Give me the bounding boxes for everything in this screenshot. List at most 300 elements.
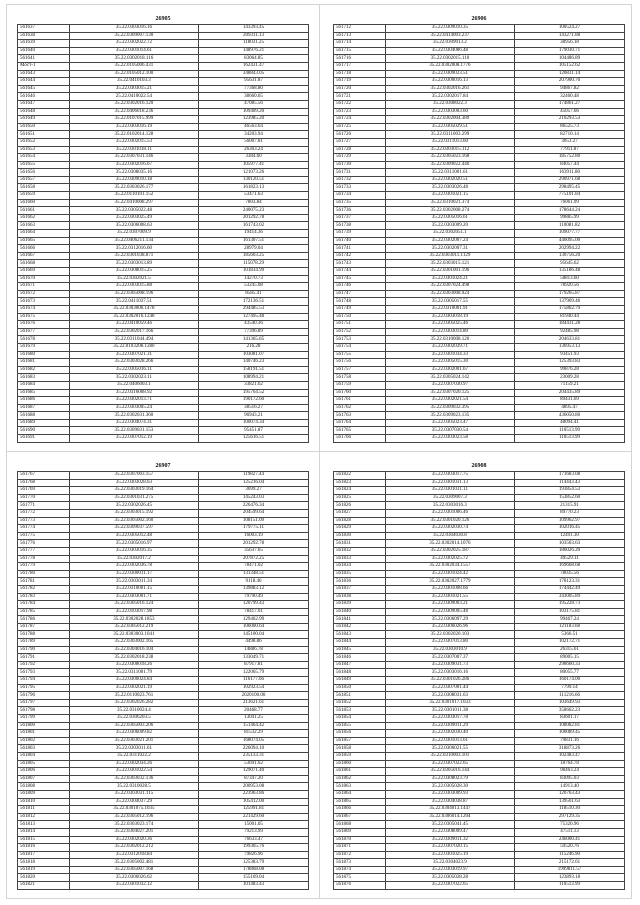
cadastral-number-cell: 35.22.0302014.1076 xyxy=(385,540,514,548)
table-row xyxy=(334,851,625,859)
cadastral-number-cell: 35.22.0301018.11 xyxy=(69,146,198,154)
value-cell: 215172.61 xyxy=(515,859,625,867)
cadastral-number-cell: 35.22.0302021.19 xyxy=(69,684,198,692)
horizontal-divider xyxy=(6,451,632,452)
table-row xyxy=(334,85,625,93)
cadastral-number-cell: 35.22.0302021.54 xyxy=(385,397,514,405)
value-cell: 109077.77 xyxy=(515,230,625,238)
row-number-cell: 561846 xyxy=(334,654,386,662)
value-cell: 209311.13 xyxy=(199,32,309,40)
table-row xyxy=(334,366,625,374)
cadastral-number-cell: 35.22.0301017.1033 xyxy=(385,699,514,707)
cadastral-number-cell: 35.22.0302025.187 xyxy=(385,547,514,555)
row-number-cell: 561844 xyxy=(334,639,386,647)
row-number-cell: 561686 xyxy=(18,397,70,405)
value-cell: 77911.87 xyxy=(515,146,625,154)
table-row xyxy=(18,601,309,609)
cadastral-number-cell: 35.22.0302017.2 xyxy=(69,555,198,563)
table-row xyxy=(334,669,625,677)
cadastral-number-cell: 35.22.0306203.5 xyxy=(69,715,198,723)
cadastral-number-cell: 35.22.0305015.30 xyxy=(385,359,514,367)
table-row xyxy=(334,517,625,525)
cadastral-number-cell: 35.22.0307022.65 xyxy=(385,760,514,768)
value-cell: 77368.80 xyxy=(199,85,309,93)
value-cell: 76633.47 xyxy=(199,836,309,844)
value-cell: 101483.43 xyxy=(199,882,309,890)
table-row xyxy=(334,608,625,616)
row-number-cell: 561863 xyxy=(334,783,386,791)
row-number-cell: 561763 xyxy=(334,412,386,420)
value-cell: 120763.43 xyxy=(515,790,625,798)
table-row xyxy=(334,677,625,685)
value-cell: 71159.21 xyxy=(515,381,625,389)
row-number-cell: 561776 xyxy=(18,540,70,548)
value-cell: 1999811.57 xyxy=(515,866,625,874)
row-number-cell: 561873 xyxy=(334,859,386,867)
cadastral-number-cell: 35.22.0301026.286 xyxy=(385,677,514,685)
row-number-cell: 561865 xyxy=(334,798,386,806)
cadastral-number-cell: 35.22.0311022.2 xyxy=(69,752,198,760)
cadastral-number-cell: 35.22.0303023.174 xyxy=(69,821,198,829)
row-number-cell: 561645 xyxy=(18,85,70,93)
row-number-cell: 561764 xyxy=(334,419,386,427)
value-cell: 53245.08 xyxy=(199,283,309,291)
cadastral-number-cell: 35.22.0307022.65 xyxy=(385,882,514,890)
value-cell: 118510.30 xyxy=(515,806,625,814)
row-number-cell: 561653 xyxy=(18,146,70,154)
table-row xyxy=(18,760,309,768)
row-number-cell: 561851 xyxy=(334,692,386,700)
row-number-cell: 561726 xyxy=(334,131,386,139)
row-number-cell: 561790 xyxy=(18,646,70,654)
table-row xyxy=(334,737,625,745)
table-row xyxy=(18,214,309,222)
value-cell: 298660.33 xyxy=(515,661,625,669)
value-cell: 78920.56 xyxy=(515,283,625,291)
cadastral-number-cell: 35.22.0310001.91 xyxy=(385,305,514,313)
table-row xyxy=(18,343,309,351)
row-number-cell: 561797 xyxy=(18,699,70,707)
row-number-cell: 561652 xyxy=(18,138,70,146)
table-row xyxy=(18,737,309,745)
value-cell: 45057.66 xyxy=(515,108,625,116)
cadastral-number-cell: 35.22.0307007.37 xyxy=(385,654,514,662)
row-number-cell: 561743 xyxy=(334,260,386,268)
table-row xyxy=(18,707,309,715)
cadastral-number-cell: 35.22.0309023.51 xyxy=(385,70,514,78)
value-cell: 102483.47 xyxy=(515,752,625,760)
cadastral-number-cell: 35.22.0302016.1248 xyxy=(69,313,198,321)
panel-title: 26907 xyxy=(155,463,171,469)
table-row xyxy=(334,790,625,798)
row-number-cell: 561768 xyxy=(18,479,70,487)
row-number-cell: 561731 xyxy=(334,169,386,177)
value-cell: 125393.83 xyxy=(515,359,625,367)
row-number-cell: 561767 xyxy=(18,472,70,480)
panel-top-right xyxy=(333,14,625,443)
value-cell: 110081.82 xyxy=(515,222,625,230)
row-number-cell: 561840 xyxy=(334,608,386,616)
row-number-cell: 561859 xyxy=(334,752,386,760)
cadastral-number-cell: 35.22.0410008.297 xyxy=(69,199,198,207)
row-number-cell: 561745 xyxy=(334,275,386,283)
row-number-cell: 561674 xyxy=(18,305,70,313)
table-row xyxy=(334,176,625,184)
value-cell: 185603.25 xyxy=(199,252,309,260)
value-cell: 100089.45 xyxy=(515,730,625,738)
row-number-cell: 561787 xyxy=(18,623,70,631)
cadastral-number-cell: 35.22.0302039.71 xyxy=(385,343,514,351)
value-cell: 163911.80 xyxy=(515,169,625,177)
value-cell: 79790.49 xyxy=(199,593,309,601)
cadastral-number-cell: 35.22.0310028.5 xyxy=(69,783,198,791)
value-cell: 129071.40 xyxy=(199,768,309,776)
row-number-cell: 561817 xyxy=(18,851,70,859)
row-number-cell: 561765 xyxy=(334,427,386,435)
value-cell: 168074.05 xyxy=(199,737,309,745)
cadastral-number-cell: 35.22.0302026.45 xyxy=(69,502,198,510)
table-row xyxy=(334,654,625,662)
table-row xyxy=(334,752,625,760)
row-number-cell: 561742 xyxy=(334,252,386,260)
row-number-cell: 561777 xyxy=(18,547,70,555)
cadastral-number-cell: 35.22.0406003.1 xyxy=(69,381,198,389)
value-cell: 46563.64 xyxy=(199,123,309,131)
cadastral-number-cell: 35.22.0304037.29 xyxy=(69,798,198,806)
cadastral-number-cell: 35.22.0303005.24 xyxy=(69,404,198,412)
cadastral-number-cell: 35.22.0307013.80 xyxy=(385,639,514,647)
table-row xyxy=(18,70,309,78)
value-cell: 106000.64 xyxy=(199,623,309,631)
value-cell: 89431.69 xyxy=(515,397,625,405)
cadastral-number-cell: 35.22.0305016.97 xyxy=(69,540,198,548)
cadastral-number-cell: 35.22.0305012.196 xyxy=(69,813,198,821)
value-cell: 184431.28 xyxy=(515,321,625,329)
value-cell: 298495.45 xyxy=(515,184,625,192)
table-row xyxy=(18,389,309,397)
table-row xyxy=(18,25,309,33)
table-row xyxy=(334,245,625,253)
value-cell: 95451.87 xyxy=(199,427,309,435)
value-cell: 155169.04 xyxy=(199,874,309,882)
cadastral-number-cell: 35.22.0107015.999 xyxy=(69,116,198,124)
cadastral-number-cell: 35.22.0302015.110 xyxy=(385,55,514,63)
cadastral-number-cell: 35.22.0303001.71 xyxy=(69,593,198,601)
row-number-cell: 561689 xyxy=(18,419,70,427)
row-number-cell: 561841 xyxy=(334,616,386,624)
cadastral-number-cell: 35.22.0305029.51 xyxy=(385,123,514,131)
row-number-cell: 561729 xyxy=(334,154,386,162)
row-number-cell: 561714 xyxy=(334,40,386,48)
cadastral-number-cell: 35.22.0307030.97 xyxy=(385,381,514,389)
value-cell: 775101.84 xyxy=(515,192,625,200)
cadastral-number-cell: 35.22.0306026.62 xyxy=(69,874,198,882)
cadastral-number-cell: 35.22.0303009.93 xyxy=(385,790,514,798)
value-cell: 38956.18 xyxy=(515,40,625,48)
row-number-cell: 561673 xyxy=(18,298,70,306)
cadastral-number-cell: 35.22.0303010.9 xyxy=(385,646,514,654)
cadastral-number-cell: 35.22.0301001.196 xyxy=(385,268,514,276)
value-cell: 83064.85 xyxy=(199,55,309,63)
value-cell: 179775.11 xyxy=(199,525,309,533)
value-cell: 78035.56 xyxy=(515,570,625,578)
row-number-cell: 561807 xyxy=(18,775,70,783)
cadastral-number-cell: 35.22.0110101.152 xyxy=(69,192,198,200)
value-cell: 111216.66 xyxy=(515,692,625,700)
table-row xyxy=(18,494,309,502)
table-row xyxy=(18,131,309,139)
row-number-cell: 561712 xyxy=(334,25,386,33)
value-cell: 58813.60 xyxy=(515,275,625,283)
value-cell: 80055.77 xyxy=(515,669,625,677)
table-row xyxy=(334,381,625,389)
value-cell: 174442.49 xyxy=(515,585,625,593)
row-number-cell: 561804 xyxy=(18,752,70,760)
table-row xyxy=(18,616,309,624)
value-cell: 21315.91 xyxy=(515,502,625,510)
table-row xyxy=(334,684,625,692)
row-number-cell: 561801 xyxy=(18,730,70,738)
value-cell: 99467.24 xyxy=(515,616,625,624)
table-row xyxy=(334,93,625,101)
table-row xyxy=(18,570,309,578)
value-cell: 81532.29 xyxy=(199,730,309,738)
row-number-cell: 561690 xyxy=(18,427,70,435)
row-number-cell: 561723 xyxy=(334,108,386,116)
value-cell: 38516.27 xyxy=(199,404,309,412)
table-row xyxy=(18,509,309,517)
table-row xyxy=(18,359,309,367)
row-number-cell: 561639 xyxy=(18,40,70,48)
table-row xyxy=(334,866,625,874)
value-cell: 114443.43 xyxy=(515,479,625,487)
value-cell: 143271.88 xyxy=(515,32,625,40)
value-cell: 133049.71 xyxy=(199,654,309,662)
table-row xyxy=(334,882,625,890)
cadastral-number-cell: 35.22.0311013.60 xyxy=(385,138,514,146)
row-number-cell: 561806 xyxy=(18,768,70,776)
row-number-cell: 561876 xyxy=(334,882,386,890)
table-row xyxy=(334,25,625,33)
table-row xyxy=(18,169,309,177)
row-number-cell: 561836 xyxy=(334,578,386,586)
table-row xyxy=(334,290,625,298)
table-row xyxy=(334,806,625,814)
cadastral-number-cell: 35.22.0307012.19 xyxy=(69,435,198,443)
value-cell: 125383.79 xyxy=(199,859,309,867)
row-number-cell: 561759 xyxy=(334,381,386,389)
cadastral-number-cell: 35.22.0306021.55 xyxy=(385,745,514,753)
cadastral-number-cell: 35.22.0307001.44 xyxy=(385,684,514,692)
cadastral-number-cell: 35.22.0301025.19 xyxy=(385,851,514,859)
value-cell: 139883.12 xyxy=(199,585,309,593)
value-cell: 94867.82 xyxy=(515,85,625,93)
cadastral-number-cell: 35.22.0301038.871 xyxy=(69,252,198,260)
cadastral-number-cell: 35.22.0303011.34 xyxy=(69,578,198,586)
table-row xyxy=(18,154,309,162)
table-row xyxy=(334,722,625,730)
cadastral-number-cell: 35.22.0311001.61 xyxy=(385,169,514,177)
table-row xyxy=(18,585,309,593)
value-cell: 84057.44 xyxy=(515,161,625,169)
row-number-cell: 561715 xyxy=(334,47,386,55)
cadastral-number-cell: 35.22.0305016.61 xyxy=(385,214,514,222)
value-cell: 141365.85 xyxy=(199,336,309,344)
value-cell: 118031.25 xyxy=(199,40,309,48)
row-number-cell: 561823 xyxy=(334,479,386,487)
table-row xyxy=(18,427,309,435)
table-row xyxy=(334,283,625,291)
row-number-cell: 561796 xyxy=(18,692,70,700)
cadastral-number-cell: 35.22.0303015.88 xyxy=(69,283,198,291)
row-number-cell: 561666 xyxy=(18,245,70,253)
table-row xyxy=(18,677,309,685)
value-cell: 221429.60 xyxy=(199,813,309,821)
table-row xyxy=(18,176,309,184)
table-row xyxy=(334,154,625,162)
cadastral-number-cell: 35.22.0301008.66 xyxy=(385,585,514,593)
table-row xyxy=(334,108,625,116)
row-number-cell: 561676 xyxy=(18,321,70,329)
cadastral-number-cell: 35.22.0302004.389 xyxy=(385,116,514,124)
row-number-cell: 561842 xyxy=(334,623,386,631)
table-row xyxy=(18,768,309,776)
cadastral-number-cell: 35.22.0302020.51 xyxy=(385,176,514,184)
value-cell: 290971.68 xyxy=(515,176,625,184)
row-number-cell: 561664 xyxy=(18,230,70,238)
cadastral-number-cell: 35.22.0303028.266 xyxy=(69,359,198,367)
cadastral-number-cell: 35.22.0305028.28 xyxy=(385,874,514,882)
row-number-cell: 561638 xyxy=(18,32,70,40)
value-cell: 16003.19 xyxy=(199,532,309,540)
row-number-cell: 561721 xyxy=(334,93,386,101)
value-cell: 7803.84 xyxy=(199,199,309,207)
cadastral-number-cell: 35.22.0309032.395 xyxy=(385,404,514,412)
table-row xyxy=(334,116,625,124)
row-number-cell: 561778 xyxy=(18,555,70,563)
row-number-cell: 561691 xyxy=(18,435,70,443)
value-cell: 89005.15 xyxy=(515,654,625,662)
row-number-cell: 561854 xyxy=(334,715,386,723)
table-row xyxy=(334,47,625,55)
table-row xyxy=(334,222,625,230)
row-number-cell: 561786 xyxy=(18,616,70,624)
value-cell: 123985.20 xyxy=(199,116,309,124)
value-cell: 79826.96 xyxy=(199,851,309,859)
value-cell: 207872.25 xyxy=(199,555,309,563)
value-cell: 190172.60 xyxy=(199,397,309,405)
value-cell: 108082.81 xyxy=(515,722,625,730)
cadastral-number-cell: 35.22.0303015.112 xyxy=(385,146,514,154)
value-cell: 100524.27 xyxy=(515,25,625,33)
row-number-cell: 561821 xyxy=(18,882,70,890)
row-number-cell: 561760 xyxy=(334,389,386,397)
row-number-cell: 561672 xyxy=(18,290,70,298)
cadastral-number-cell: 35.22.0309031.73 xyxy=(385,661,514,669)
table-row xyxy=(18,85,309,93)
cadastral-number-cell: 35.22.0302008.274 xyxy=(385,207,514,215)
row-number-cell: 561832 xyxy=(334,547,386,555)
panel-top-left xyxy=(17,14,309,443)
value-cell: 210293.53 xyxy=(515,116,625,124)
row-number-cell: 561739 xyxy=(334,230,386,238)
row-number-cell: 561646 xyxy=(18,93,70,101)
cadastral-number-cell: 35.22.0303016.16 xyxy=(385,669,514,677)
table-row xyxy=(18,752,309,760)
row-number-cell: 561660 xyxy=(18,199,70,207)
table-row xyxy=(334,351,625,359)
cadastral-number-cell: 35.22.0301006.46 xyxy=(385,509,514,517)
table-row xyxy=(334,419,625,427)
table-row xyxy=(334,525,625,533)
value-cell: 125216.04 xyxy=(199,479,309,487)
value-cell: 240075.23 xyxy=(199,207,309,215)
row-number-cell: 561725 xyxy=(334,123,386,131)
cadastral-number-cell: 35.22.0303018.19 xyxy=(385,313,514,321)
table-row xyxy=(334,494,625,502)
value-cell: 77396.89 xyxy=(199,328,309,336)
row-number-cell: 561737 xyxy=(334,214,386,222)
row-number-cell: 561872 xyxy=(334,851,386,859)
table-row xyxy=(334,646,625,654)
table-row xyxy=(334,783,625,791)
value-cell: 135186.48 xyxy=(515,268,625,276)
data-table xyxy=(333,471,625,890)
cadastral-number-cell: 35.22.0303016.19 xyxy=(69,123,198,131)
value-cell: 200953.08 xyxy=(199,783,309,791)
cadastral-number-cell: 35.22.0301031.13 xyxy=(385,479,514,487)
data-table xyxy=(17,24,309,443)
table-row xyxy=(334,547,625,555)
value-cell: 81940.44 xyxy=(515,313,625,321)
row-number-cell: 561864 xyxy=(334,790,386,798)
cadastral-number-cell: 35.22.0301021.15 xyxy=(385,192,514,200)
value-cell: 103175.81 xyxy=(515,608,625,616)
table-row xyxy=(334,305,625,313)
table-row xyxy=(18,138,309,146)
cadastral-number-cell: 35.22.0302028.1853 xyxy=(69,616,198,624)
value-cell: 125991.81 xyxy=(199,806,309,814)
row-number-cell: 561682 xyxy=(18,366,70,374)
table-row xyxy=(18,404,309,412)
cadastral-number-cell: 35.22.0105012.100 xyxy=(69,70,198,78)
row-number-cell: 561647 xyxy=(18,100,70,108)
value-cell: 297129.35 xyxy=(515,813,625,821)
cadastral-number-cell: 35.22.0304016.104 xyxy=(69,646,198,654)
cadastral-number-cell: 35.22.0302016.261 xyxy=(385,85,514,93)
table-row xyxy=(18,699,309,707)
value-cell: 18764.78 xyxy=(515,760,625,768)
row-number-cell: 561668 xyxy=(18,260,70,268)
row-number-cell: 561861 xyxy=(334,768,386,776)
table-row xyxy=(18,775,309,783)
cadastral-number-cell: 35.22.0301075.1035 xyxy=(69,806,198,814)
table-row xyxy=(18,798,309,806)
table-row xyxy=(334,472,625,480)
row-number-cell: 561658 xyxy=(18,184,70,192)
row-number-cell: 561779 xyxy=(18,563,70,571)
row-number-cell: 561788 xyxy=(18,631,70,639)
row-number-cell: 561808 xyxy=(18,783,70,791)
table-row xyxy=(18,882,309,890)
value-cell: 47511.13 xyxy=(515,828,625,836)
row-number-cell: 561643 xyxy=(18,70,70,78)
table-row xyxy=(18,32,309,40)
cadastral-number-cell: 35.22.0300011.17 xyxy=(69,570,198,578)
cadastral-number-cell: 35.22.0303015.21 xyxy=(69,85,198,93)
row-number-cell: 561825 xyxy=(334,494,386,502)
value-cell: 101834.99 xyxy=(199,268,309,276)
